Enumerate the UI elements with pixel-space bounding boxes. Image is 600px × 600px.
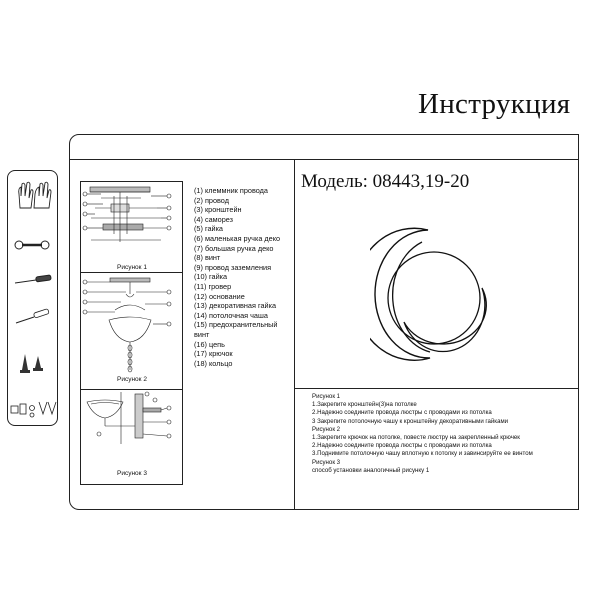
part-item: (8) винт xyxy=(194,253,221,263)
part-item: (4) саморез xyxy=(194,214,234,224)
part-item: (7) большая ручка деко xyxy=(194,243,274,253)
cross-screwdriver-icon xyxy=(16,309,49,323)
part-item: (10) гайка xyxy=(194,272,228,282)
step-line: способ установки аналогичный рисунку 1 xyxy=(312,466,430,474)
header-divider xyxy=(69,159,579,160)
part-item: (11) гровер xyxy=(194,281,232,291)
step-line: Рисунок 3 xyxy=(312,458,341,466)
model-label: Модель: 08443,19-20 xyxy=(301,171,470,192)
page-title: Инструкция xyxy=(418,88,571,120)
gloves-icon xyxy=(19,182,51,208)
step-line: Рисунок 1 xyxy=(312,393,341,400)
figure-2-caption: Рисунок 2 xyxy=(117,376,147,383)
step-line: 2.Надежно соедините провода люстры с проводами из потолка xyxy=(312,442,492,450)
step-line: 1.Закрепите кронштейн(3)на потолке xyxy=(312,401,417,409)
screws-icon xyxy=(20,354,43,373)
outer-ring xyxy=(370,228,430,360)
part-item: (17) крючок xyxy=(194,349,233,359)
part-item: (3) кронштейн xyxy=(194,205,242,215)
figure-1-drawing xyxy=(83,187,171,242)
figure-3-drawing xyxy=(87,392,171,444)
parts-list xyxy=(194,186,280,368)
vertical-divider xyxy=(294,159,295,510)
part-item: (12) основание xyxy=(194,291,245,301)
figure-drawings xyxy=(81,182,182,484)
part-item: (13) декоративная гайка xyxy=(194,301,277,311)
part-item: (6) маленькая ручка деко xyxy=(194,233,281,243)
part-item: (18) кольцо xyxy=(194,358,233,368)
part-item: (14) потолочная чаша xyxy=(194,310,268,320)
part-item: винт xyxy=(194,329,210,339)
step-line: 3.Поднимите потолочную чашу вплотную к потолку и завинсируйте ее винтом xyxy=(312,450,533,458)
tools-icons xyxy=(8,172,58,426)
figure-1-caption: Рисунок 1 xyxy=(117,264,147,271)
step-line: 3 Закрепите потолочную чашу к кронштейну декоративными гайками xyxy=(312,417,509,425)
figure-2-drawing xyxy=(83,278,171,372)
connectors-icon xyxy=(11,402,56,417)
figure-3-caption: Рисунок 3 xyxy=(117,470,147,477)
part-item: (9) провод заземления xyxy=(194,262,272,272)
step-line: 2.Надежно соедините провода люстры с проводами из потолка xyxy=(312,409,492,417)
part-item: (15) предохранительный xyxy=(194,320,278,330)
steps-divider xyxy=(294,388,579,389)
installation-steps xyxy=(312,393,533,475)
step-line: Рисунок 2 xyxy=(312,425,341,433)
screwdriver-icon xyxy=(15,275,51,283)
wrench-icon xyxy=(15,241,49,249)
part-item: (5) гайка xyxy=(194,224,223,234)
part-item: (1) клеммник провода xyxy=(194,186,268,195)
part-item: (2) провод xyxy=(194,195,229,205)
step-line: 1.Закрепите крючок на потолке, повесте люстру на закрепленный крючек xyxy=(312,434,520,442)
part-item: (16) цепь xyxy=(194,339,225,349)
product-drawing xyxy=(370,218,500,368)
